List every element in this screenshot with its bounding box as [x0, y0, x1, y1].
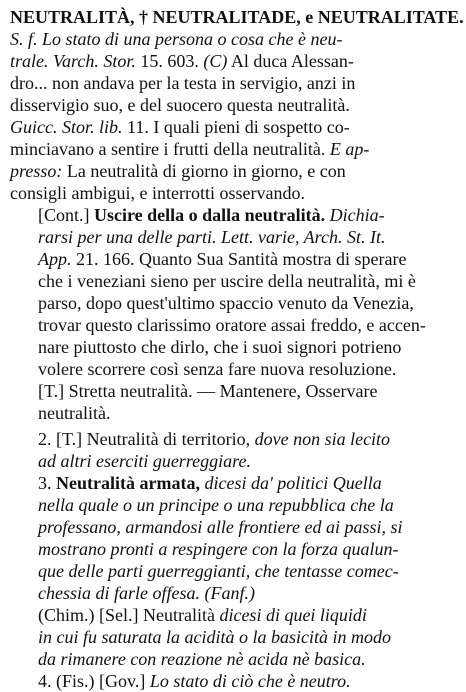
text-run: neutralità. [38, 403, 111, 423]
text-line [10, 94, 454, 116]
text-run: mostrano pronti a respingere con la forza qualun- [38, 539, 399, 559]
text-line [38, 248, 454, 270]
text-line [10, 116, 454, 138]
text-run: dro... non andava per la testa in servigio, anzi in [10, 73, 356, 93]
text-run: dicesi di quei liquidi [219, 605, 367, 625]
text-run: nella quale o un principe o una repubblica che la [38, 495, 394, 515]
text-run: Lo stato di una persona o cosa che è neu- [37, 29, 343, 49]
text-line [10, 6, 464, 28]
text-line [10, 182, 454, 204]
text-run: dicesi da' politici Quella [199, 473, 382, 493]
text-run: La neutralità di giorno in giorno, e con [62, 161, 346, 181]
entry-definition [10, 6, 464, 204]
text-run: rarsi per una delle parti. Lett. varie, Arch. St. It. [38, 227, 386, 247]
text-line [10, 28, 454, 50]
text-run: volere scorrere così senza fare nuova resoluzione. [38, 359, 397, 379]
text-line [38, 226, 454, 248]
text-run: E ap- [329, 139, 370, 159]
text-run: App. [38, 249, 72, 269]
text-run: 11. I quali pieni di sospetto co- [122, 117, 350, 137]
text-line [38, 494, 454, 516]
text-line [38, 204, 454, 226]
text-run: 4. (Fis.) [Gov.] [38, 671, 150, 691]
text-run: Dichia- [325, 205, 385, 225]
text-line [38, 538, 454, 560]
text-run: Guicc. Stor. lib. [10, 117, 123, 137]
text-line [38, 428, 454, 450]
text-run: Lo stato di ciò che è neutro. [149, 671, 351, 691]
entry-sense-2 [10, 428, 454, 472]
text-line [38, 670, 454, 692]
text-run: minciavano a sentire i frutti della neutralità. [10, 139, 330, 159]
text-run: in cui fu saturata la acidità o la basicità in modo [38, 627, 391, 647]
entry-sense-4 [10, 670, 454, 692]
text-run: ad altri eserciti guerreggiare. [38, 451, 251, 471]
text-run: dove non sia lecito [254, 429, 391, 449]
text-run: Neutralità armata, [56, 473, 200, 493]
text-line [10, 72, 454, 94]
text-run: consigli ambigui, e interrotti osservando. [10, 183, 305, 203]
text-line [10, 160, 454, 182]
text-line [38, 626, 454, 648]
text-run: trale. [10, 51, 49, 71]
entry-chim [10, 604, 454, 670]
text-line [38, 648, 454, 670]
text-line [10, 138, 454, 160]
text-line [38, 516, 454, 538]
text-run: que delle parti guerreggianti, che tentasse comec- [38, 561, 399, 581]
text-line [38, 472, 454, 494]
entry-sense-3 [10, 472, 454, 604]
text-run: Varch. Stor. [48, 51, 136, 71]
text-line [38, 402, 454, 424]
text-run: che i veneziani sieno per uscire della neutralità, mi è [38, 271, 416, 291]
text-line [38, 582, 454, 604]
text-run: nare piuttosto che dirlo, che i suoi signori potrieno [38, 337, 402, 357]
text-run: chessia di farle offesa. (Fanf.) [38, 583, 255, 603]
text-run: Al duca Alessan- [227, 51, 354, 71]
text-line [38, 314, 454, 336]
text-run: [Cont.] [38, 205, 94, 225]
text-run: NEUTRALITÀ, † NEUTRALITADE, e NEUTRALITATE. [10, 7, 464, 27]
text-run: 3. [38, 473, 56, 493]
text-run: S. f. [10, 29, 38, 49]
text-line [10, 50, 454, 72]
text-run: disservigio suo, e del suocero questa neutralità. [10, 95, 350, 115]
text-run: professano, armandosi alle frontiere ed ai passi, si [38, 517, 403, 537]
text-line [38, 604, 454, 626]
text-line [38, 380, 454, 402]
text-line [38, 358, 454, 380]
text-run: 15. 603. [135, 51, 204, 71]
text-line [38, 450, 454, 472]
text-run: [T.] Neutralità di territorio, [56, 429, 255, 449]
text-run: da rimanere con reazione nè acida nè basica. [38, 649, 366, 669]
text-run: (Chim.) [Sel.] Neutralità [38, 605, 220, 625]
text-line [38, 560, 454, 582]
text-line [38, 336, 454, 358]
text-run: parso, dopo quest'ultimo spaccio venuto da Venezia, [38, 293, 414, 313]
entry-subsense-uscire [10, 204, 454, 424]
text-line [38, 292, 454, 314]
text-run: [T.] Stretta neutralità. — Mantenere, Osservare [38, 381, 378, 401]
text-run: trovar questo clarissimo oratore assai freddo, e accen- [38, 315, 426, 335]
text-run: (C) [203, 51, 228, 71]
text-line [38, 270, 454, 292]
text-run: 21. 166. Quanto Sua Santità mostra di sperare [71, 249, 407, 269]
text-run: Uscire della o dalla neutralità. [94, 205, 326, 225]
text-run: 2. [38, 429, 56, 449]
text-run: presso: [10, 161, 63, 181]
